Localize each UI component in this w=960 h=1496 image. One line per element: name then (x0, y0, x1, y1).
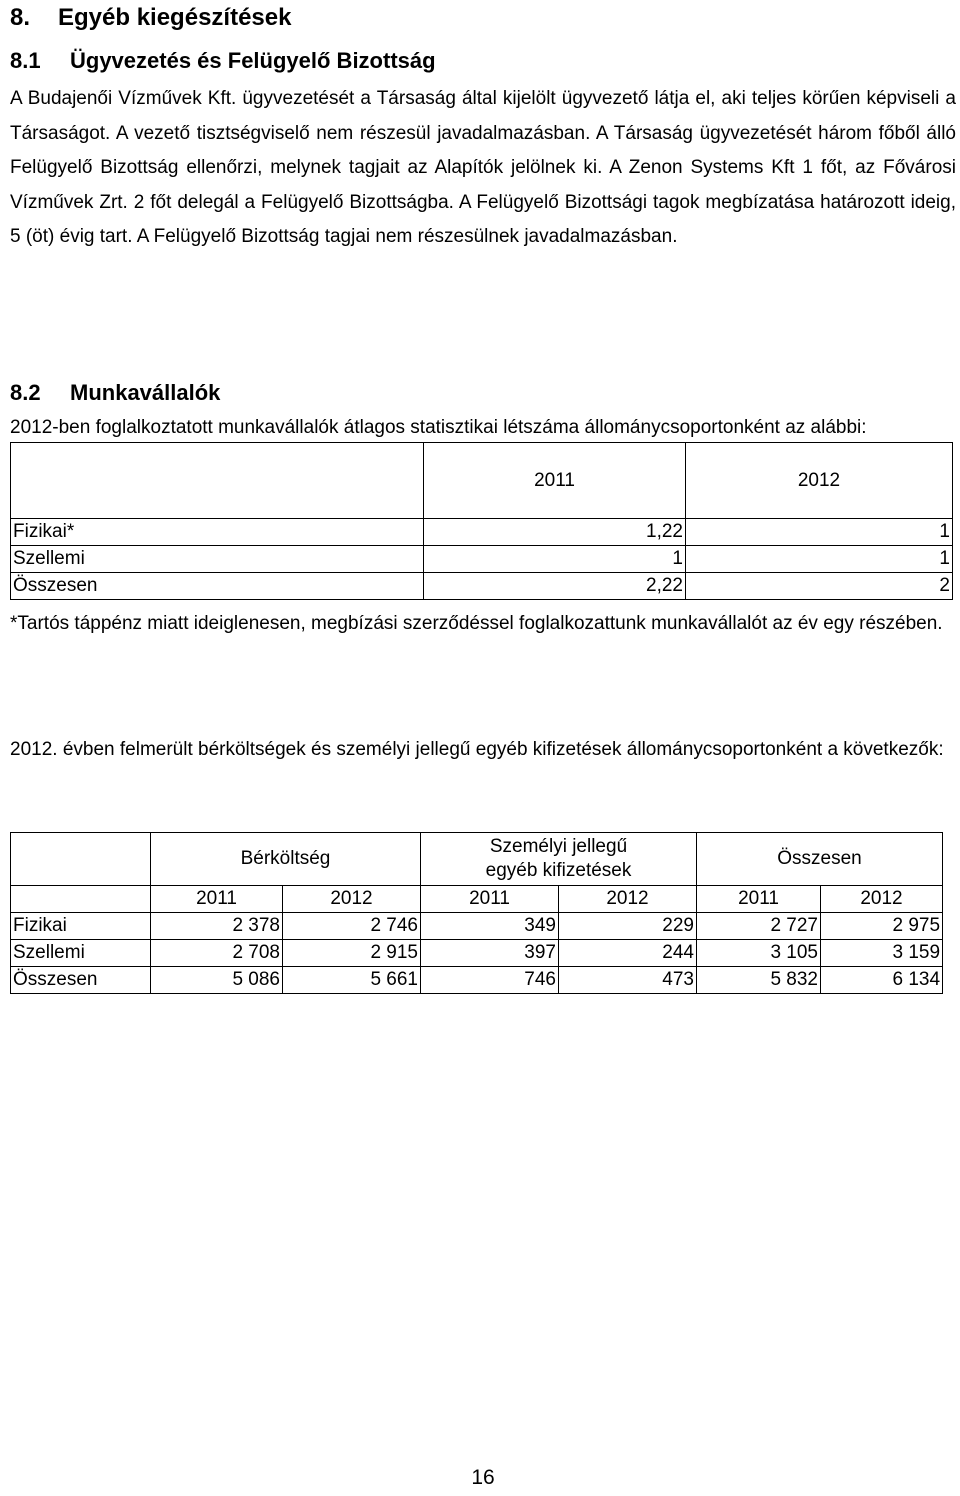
table-header-cell: 2011 (151, 886, 283, 913)
table-cell: 2 746 (283, 913, 421, 940)
table-cell: 244 (559, 940, 697, 967)
table-cell: 3 159 (821, 940, 943, 967)
headcount-table (10, 442, 953, 600)
subsection-heading-8-1 (10, 48, 436, 74)
table-cell: 746 (421, 967, 559, 994)
table-header-cell (11, 833, 151, 886)
table-cell: 1 (686, 546, 953, 573)
subsection-title: Ügyvezetés és Felügyelő Bizottság (70, 48, 436, 73)
table-cell: 1,22 (424, 519, 686, 546)
page-number: 16 (471, 1466, 495, 1489)
table-row (11, 967, 943, 994)
subsection-number: 8.1 (10, 48, 41, 73)
section-heading (10, 4, 291, 32)
table-cell: 2 (686, 573, 953, 600)
row-label: Összesen (11, 573, 424, 600)
table-row (11, 573, 953, 600)
table-row (11, 913, 943, 940)
row-label: Fizikai* (11, 519, 424, 546)
table-cell: 2 727 (697, 913, 821, 940)
table-cell: 2 708 (151, 940, 283, 967)
table-cell: 349 (421, 913, 559, 940)
table-header-cell: 2012 (283, 886, 421, 913)
section-title: Egyéb kiegészítések (58, 4, 292, 31)
table-cell: 229 (559, 913, 697, 940)
table-cell: 473 (559, 967, 697, 994)
table-header-cell (11, 886, 151, 913)
table-header-cell: 2012 (821, 886, 943, 913)
table-row (11, 940, 943, 967)
table-header-cell: 2012 (686, 443, 953, 519)
table-group-header-row (11, 833, 943, 886)
table-year-header-row (11, 886, 943, 913)
cost-intro: 2012. évben felmerült bérköltségek és személyi jellegű egyéb kifizetések állománycsoportonként a következők: (10, 739, 944, 760)
subsection-number: 8.2 (10, 380, 41, 405)
headcount-footnote: *Tartós táppénz miatt ideiglenesen, megbízási szerződéssel foglalkozattunk munkavállalót az év egy részében. (10, 613, 943, 634)
table-cell: 3 105 (697, 940, 821, 967)
table-cell: 5 086 (151, 967, 283, 994)
subsection-heading-8-2 (10, 380, 220, 406)
table-cell: 397 (421, 940, 559, 967)
headcount-intro: 2012-ben foglalkoztatott munkavállalók átlagos statisztikai létszáma állománycsoportonként az alábbi: (10, 417, 867, 438)
table-cell: 6 134 (821, 967, 943, 994)
table-row (11, 546, 953, 573)
table-header-cell: Személyi jellegű egyéb kifizetések (421, 833, 697, 886)
table-cell: 5 661 (283, 967, 421, 994)
table-header-cell (11, 443, 424, 519)
table-cell: 2 378 (151, 913, 283, 940)
subsection-title: Munkavállalók (70, 380, 221, 405)
table-cell: 2 915 (283, 940, 421, 967)
table-header-cell: Bérköltség (151, 833, 421, 886)
table-cell: 1 (424, 546, 686, 573)
table-cell: 2 975 (821, 913, 943, 940)
table-cell: 1 (686, 519, 953, 546)
governance-paragraph: A Budajenői Vízművek Kft. ügyvezetését a Társaság által kijelölt ügyvezető látja el, aki teljes körűen képviseli a Társaságot. A vezető tisztségviselő nem részesül javadalmazásban. A Társaság ügyvezetését három főből álló Felügyelő Bizottság ellenőrzi, melynek tagjait az Alapítók jelölnek ki. A Zenon Systems Kft 1 főt, az Fővárosi Vízművek Zrt. 2 főt delegál a Felügyelő Bizottságba. A Felügyelő Bizottsági tagok megbízatása határozott ideig, 5 (öt) évig tart. A Felügyelő Bizottság tagjai nem részesülnek javadalmazásban. (10, 88, 956, 247)
table-header-cell: Összesen (697, 833, 943, 886)
table-header-cell: 2011 (697, 886, 821, 913)
row-label: Szellemi (11, 546, 424, 573)
table-header-row (11, 443, 953, 519)
cost-table (10, 832, 943, 994)
row-label: Fizikai (11, 913, 151, 940)
table-header-cell: 2011 (421, 886, 559, 913)
table-cell: 2,22 (424, 573, 686, 600)
section-number: 8. (10, 4, 31, 31)
table-header-cell: 2011 (424, 443, 686, 519)
table-row (11, 519, 953, 546)
row-label: Összesen (11, 967, 151, 994)
row-label: Szellemi (11, 940, 151, 967)
table-cell: 5 832 (697, 967, 821, 994)
table-header-cell: 2012 (559, 886, 697, 913)
